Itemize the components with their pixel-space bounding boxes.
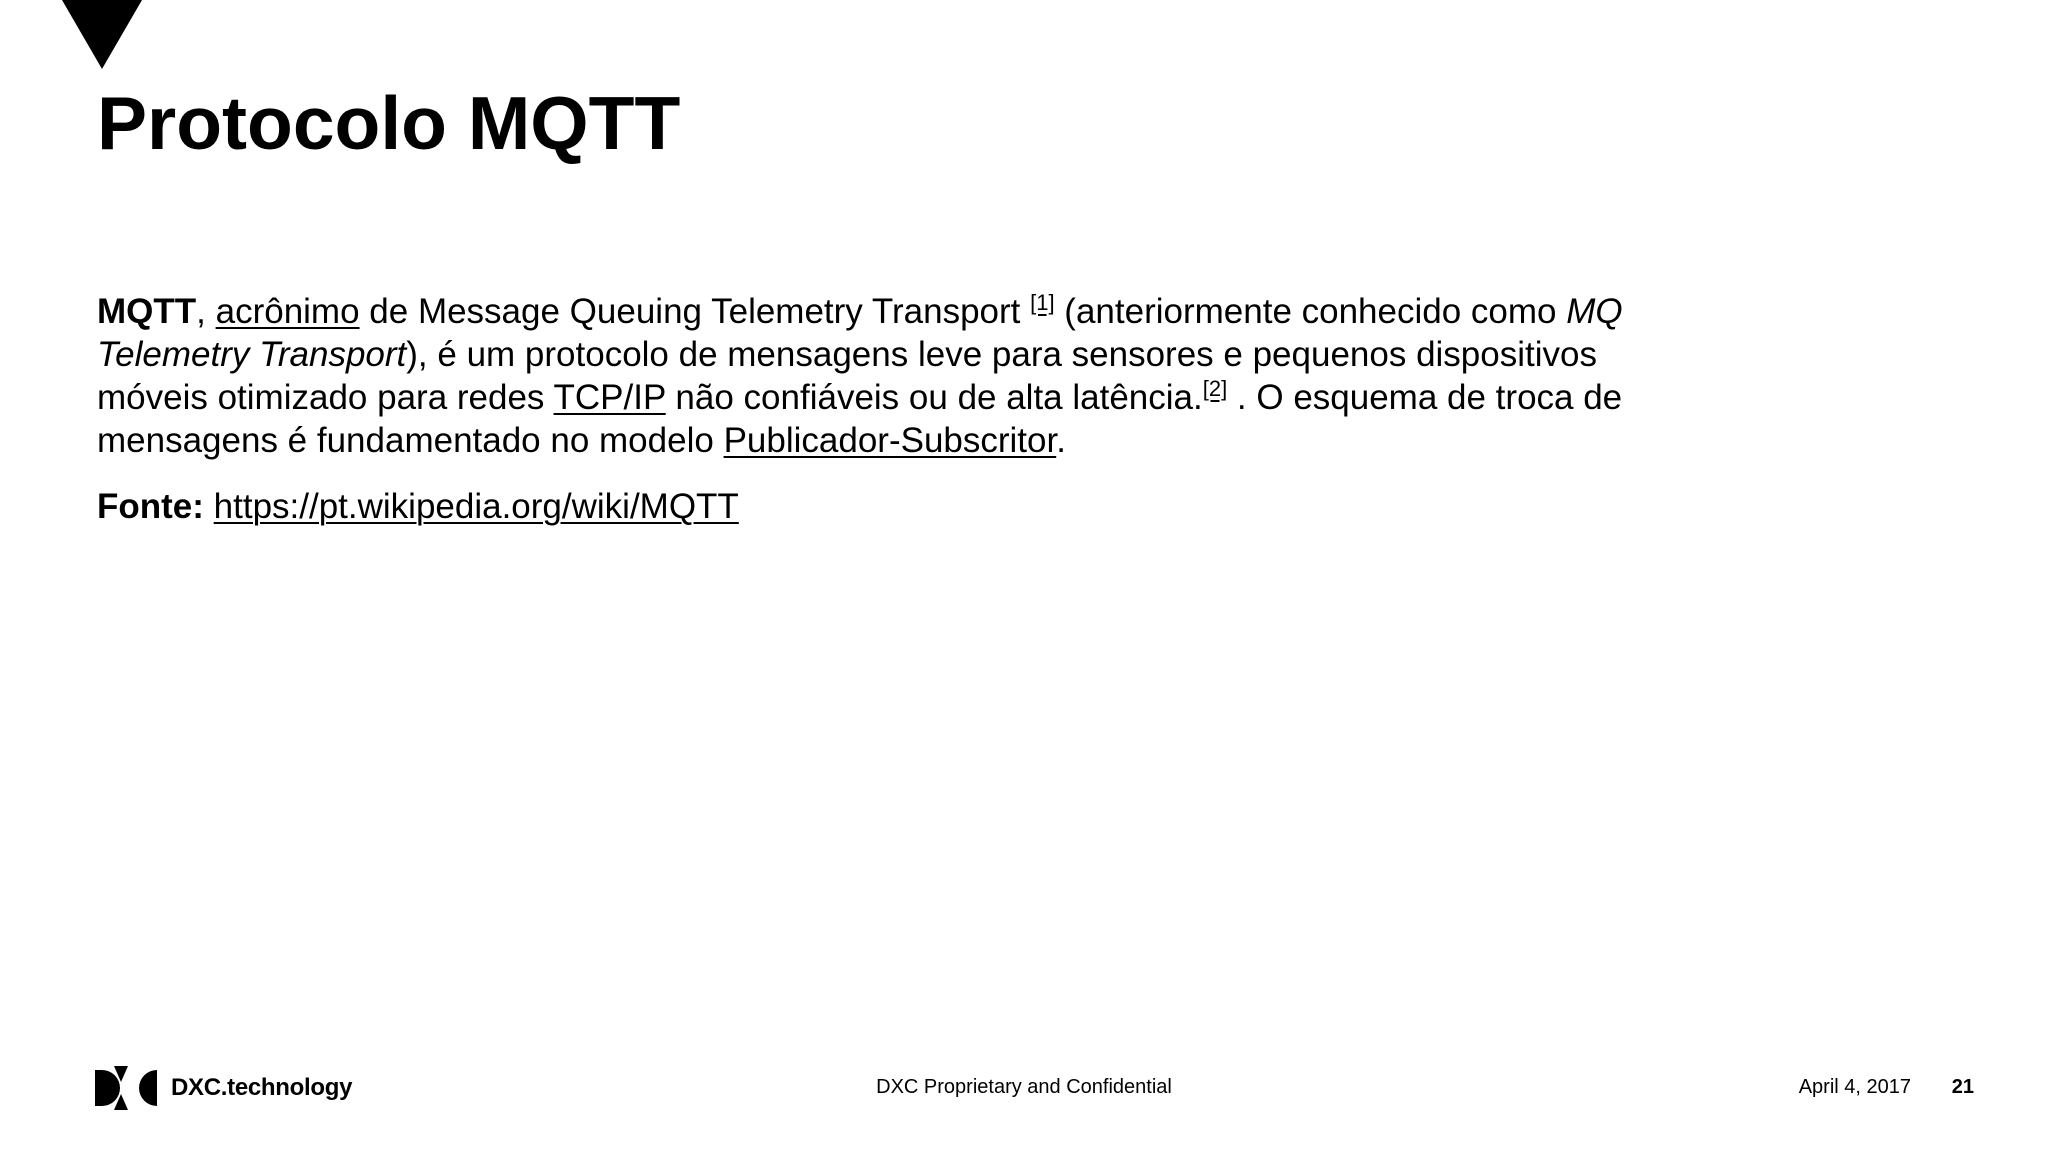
italic-text-2: Telemetry Transport — [97, 335, 407, 374]
slide-body-paragraph — [97, 290, 1697, 462]
reference-1-link[interactable]: [1] — [1030, 290, 1055, 315]
term-mqtt: MQTT — [97, 292, 197, 331]
body-line-3 — [97, 376, 1697, 419]
body-line-4 — [97, 419, 1697, 462]
body-text-1: de Message Queuing Telemetry Transport — [359, 292, 1031, 331]
body-text-7: mensagens é fundamentado no modelo — [97, 421, 724, 460]
body-line-1 — [97, 290, 1697, 333]
slide-title: Protocolo MQTT — [97, 81, 681, 165]
confidential-notice: DXC Proprietary and Confidential — [876, 1076, 1172, 1098]
publisher-subscriber-link[interactable]: Publicador-Subscritor — [723, 421, 1057, 460]
slide-footer — [0, 1062, 2048, 1114]
body-line-2 — [97, 333, 1697, 376]
body-text-4: móveis otimizado para redes — [97, 378, 554, 417]
page-number: 21 — [1951, 1076, 1974, 1098]
source-label: Fonte: — [97, 487, 204, 526]
body-text-3: ), é um protocolo de mensagens leve para sensores e pequenos dispositivos — [406, 335, 1597, 374]
body-text-5: não confiáveis ou de alta latência. — [665, 378, 1203, 417]
source-line — [97, 485, 739, 528]
logo-text: DXC.technology — [171, 1074, 353, 1101]
italic-text-1: MQ — [1566, 292, 1623, 331]
footer-date: April 4, 2017 — [1798, 1076, 1911, 1098]
comma-text: , — [196, 292, 206, 331]
reference-2-link[interactable]: [2] — [1202, 376, 1228, 401]
body-text-6: . O esquema de troca de — [1227, 378, 1623, 417]
tcpip-link[interactable]: TCP/IP — [553, 378, 666, 417]
corner-triangle-decoration — [62, 0, 142, 69]
body-text-8: . — [1056, 421, 1066, 460]
source-url-link[interactable]: https://pt.wikipedia.org/wiki/MQTT — [213, 487, 739, 526]
acronym-link[interactable]: acrônimo — [215, 292, 360, 331]
body-text-2: (anteriormente conhecido como — [1054, 292, 1567, 331]
